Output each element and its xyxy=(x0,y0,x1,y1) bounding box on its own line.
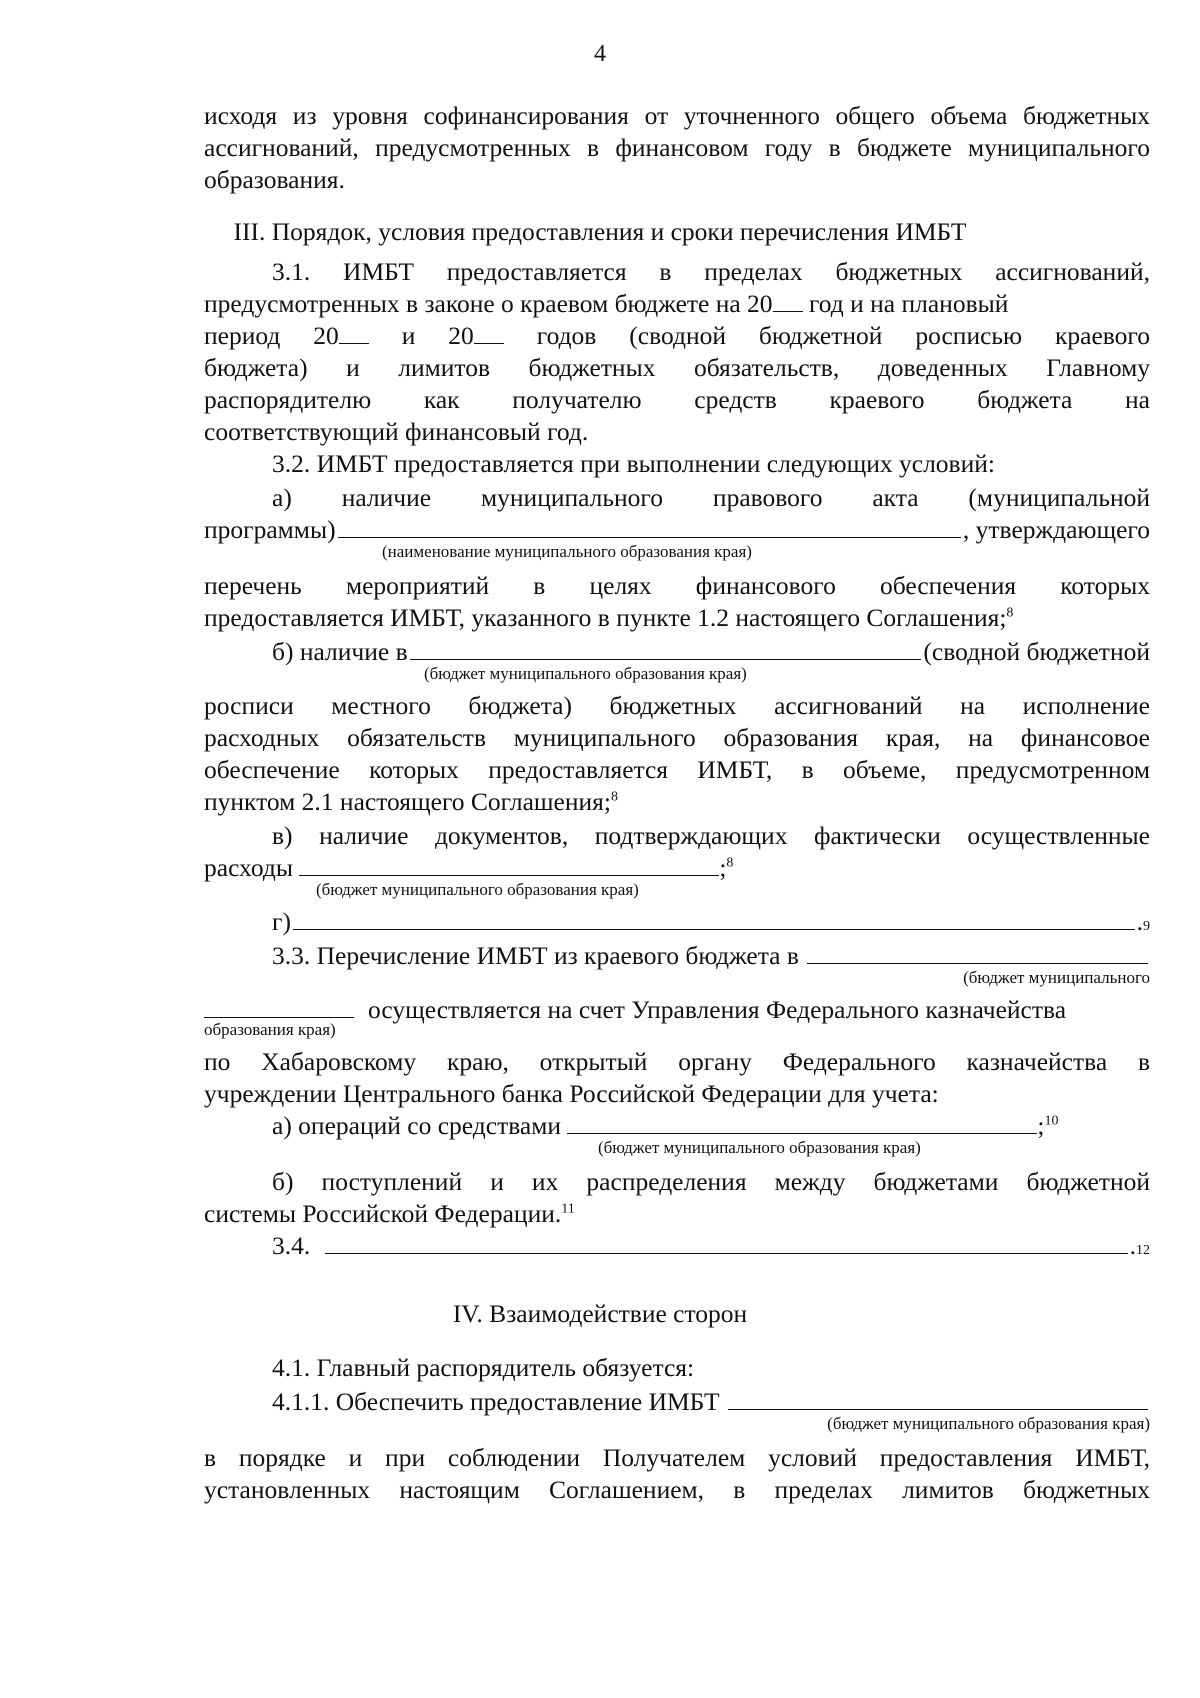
text-line: а) наличие муниципального правового акта (муниципальной xyxy=(272,483,1150,512)
blank-field xyxy=(299,853,719,876)
text-line: б) поступлений и их распределения между бюджетами бюджетной xyxy=(272,1167,1150,1196)
text-line: образования. xyxy=(204,165,345,194)
text-line: расходы ;$^8$ xyxy=(204,853,734,882)
text-line: распорядителю как получателю средств краевого бюджета на xyxy=(204,385,1150,414)
text-line: расходных обязательств муниципального образования края, на финансовое xyxy=(204,723,1150,752)
blank-field xyxy=(293,907,1135,930)
page-number: 4 xyxy=(594,41,606,67)
footnote-mark: 8 xyxy=(1006,605,1014,621)
text-line: программы) , утверждающего xyxy=(204,515,1150,544)
footnote-mark: 10 xyxy=(1044,1113,1059,1129)
text-line: перечень мероприятий в целях финансового обеспечения которых xyxy=(204,571,1150,600)
text-line: системы Российской Федерации.$^{11}$ xyxy=(204,1199,575,1228)
text-line: период 20 и 20 годов (сводной бюджетной росписью краевого xyxy=(204,321,1150,350)
text-line: 4.1.1. Обеспечить предоставление ИМБТ xyxy=(272,1386,1150,1418)
text-line: г) . 9 xyxy=(272,907,1150,936)
text-line: б) наличие в (сводной бюджетной xyxy=(272,637,1150,666)
footnote-mark: 11 xyxy=(561,1201,575,1217)
text-line: ассигнований, предусмотренных в финансовом году в бюджете муниципального xyxy=(204,133,1150,162)
footnote-mark: 8 xyxy=(610,789,618,805)
section-heading-3: III. Порядок, условия предоставления и сроки перечисления ИМБТ xyxy=(233,217,967,246)
text-line: предусмотренных в законе о краевом бюджете на 20 год и на плановый xyxy=(204,289,1009,318)
text-line: 3.1. ИМБТ предоставляется в пределах бюджетных ассигнований, xyxy=(272,257,1150,286)
text-line: исходя из уровня софинансирования от уточненного общего объема бюджетных xyxy=(204,101,1150,130)
blank-field xyxy=(338,515,961,538)
text-line: в) наличие документов, подтверждающих фактически осуществленные xyxy=(272,821,1150,850)
text-line: установленных настоящим Соглашением, в пределах лимитов бюджетных xyxy=(204,1475,1150,1504)
field-caption: (бюджет муниципального образования края) xyxy=(827,1414,1150,1433)
footnote-mark: 8 xyxy=(726,855,734,871)
text-line: осуществляется на счет Управления Федерального казначейства xyxy=(204,994,1150,1026)
blank-field xyxy=(410,637,922,660)
blank-field xyxy=(773,289,803,312)
text-line: в порядке и при соблюдении Получателем условий предоставления ИМБТ, xyxy=(204,1443,1150,1472)
text-line: а) операций со средствами ;$^{10}$ xyxy=(272,1111,1059,1140)
blank-field xyxy=(339,321,369,344)
text-line: пунктом 2.1 настоящего Соглашения;$^8$ xyxy=(204,787,618,816)
text-line: 3.4. . 12 xyxy=(272,1231,1150,1260)
blank-field xyxy=(728,1387,1148,1410)
text-line: 3.3. Перечисление ИМБТ из краевого бюджета в xyxy=(272,940,1150,972)
field-caption: (бюджет муниципального образования края) xyxy=(598,1138,921,1157)
text-line: учреждении Центрального банка Российской Федерации для учета: xyxy=(204,1079,939,1108)
field-caption: (наименование муниципального образования края) xyxy=(382,542,752,561)
field-caption: (бюджет муниципального образования края) xyxy=(316,880,639,899)
text-line: бюджета) и лимитов бюджетных обязательств, доведенных Главному xyxy=(204,353,1150,382)
text-line: росписи местного бюджета) бюджетных ассигнований на исполнение xyxy=(204,691,1150,720)
field-caption: образования края) xyxy=(204,1020,336,1039)
field-caption: (бюджет муниципального образования края) xyxy=(424,664,747,683)
field-caption: (бюджет муниципального xyxy=(963,968,1150,987)
text-line: 3.2. ИМБТ предоставляется при выполнении следующих условий: xyxy=(272,449,995,478)
blank-field xyxy=(807,941,1148,964)
text-line: 4.1. Главный распорядитель обязуется: xyxy=(272,1353,695,1382)
text-line: соответствующий финансовый год. xyxy=(204,417,589,446)
blank-field xyxy=(204,995,354,1018)
blank-field xyxy=(474,321,504,344)
section-heading-4: IV. Взаимодействие сторон xyxy=(452,1299,748,1328)
blank-field xyxy=(325,1231,1128,1254)
text-line: предоставляется ИМБТ, указанного в пункте 1.2 настоящего Соглашения;$^8$ xyxy=(204,603,1014,632)
blank-field xyxy=(567,1111,1037,1134)
text-line: обеспечение которых предоставляется ИМБТ, в объеме, предусмотренном xyxy=(204,755,1150,784)
text-line: по Хабаровскому краю, открытый органу Федерального казначейства в xyxy=(204,1047,1150,1076)
